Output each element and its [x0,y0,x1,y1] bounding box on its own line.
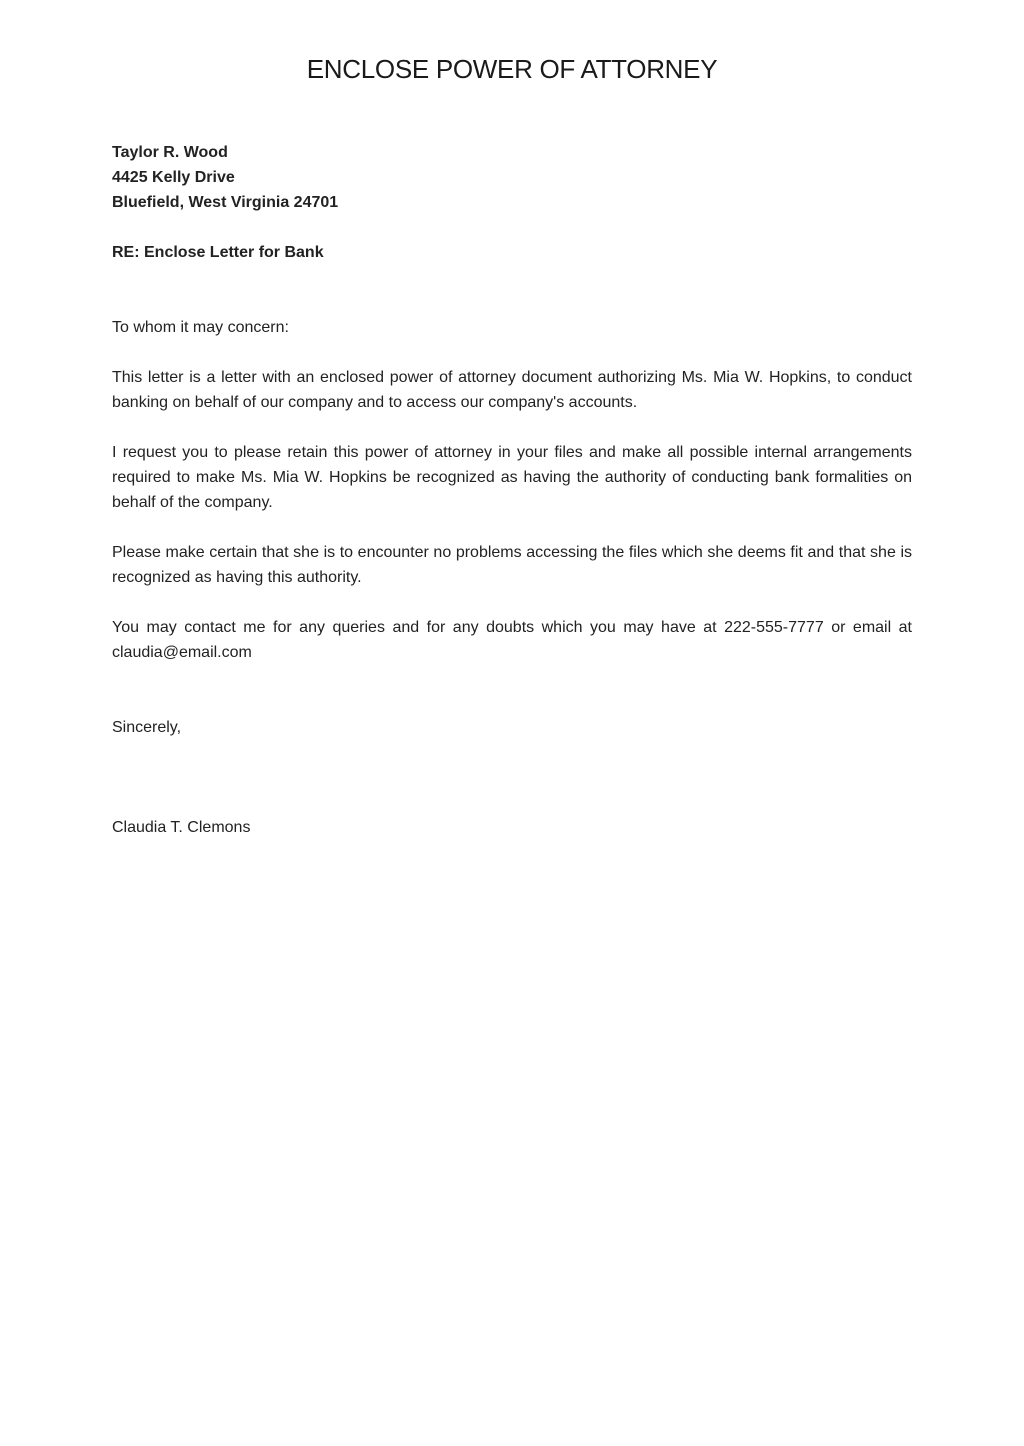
document-title: ENCLOSE POWER OF ATTORNEY [306,54,718,84]
sender-street: 4425 Kelly Drive [112,169,235,186]
sender-name: Taylor R. Wood [112,144,228,161]
body-paragraph-2: I request you to please retain this power of attorney in your files and make all possible internal arrangements required to make Ms. Mia W. Hopkins be recognized as having the authority of conducting bank formalities on behalf of the company. [112,444,912,511]
body-paragraph-4: You may contact me for any queries and for any doubts which you may have at 222-555-7777 or email at claudia@email.com [112,619,912,661]
closing: Sincerely, [112,719,182,736]
body-paragraph-1: This letter is a letter with an enclosed power of attorney document authorizing Ms. Mia W. Hopkins, to conduct banking on behalf of our company and to access our company's accounts. [112,369,912,411]
salutation: To whom it may concern: [112,319,289,336]
signatory-name: Claudia T. Clemons [112,819,251,836]
subject-line: RE: Enclose Letter for Bank [112,244,324,261]
letter-body [112,140,912,840]
sender-city-state-zip: Bluefield, West Virginia 24701 [112,194,339,211]
sender-address-block [112,140,912,215]
body-paragraph-3: Please make certain that she is to encounter no problems accessing the files which she deems fit and that she is recognized as having this authority. [112,544,912,586]
